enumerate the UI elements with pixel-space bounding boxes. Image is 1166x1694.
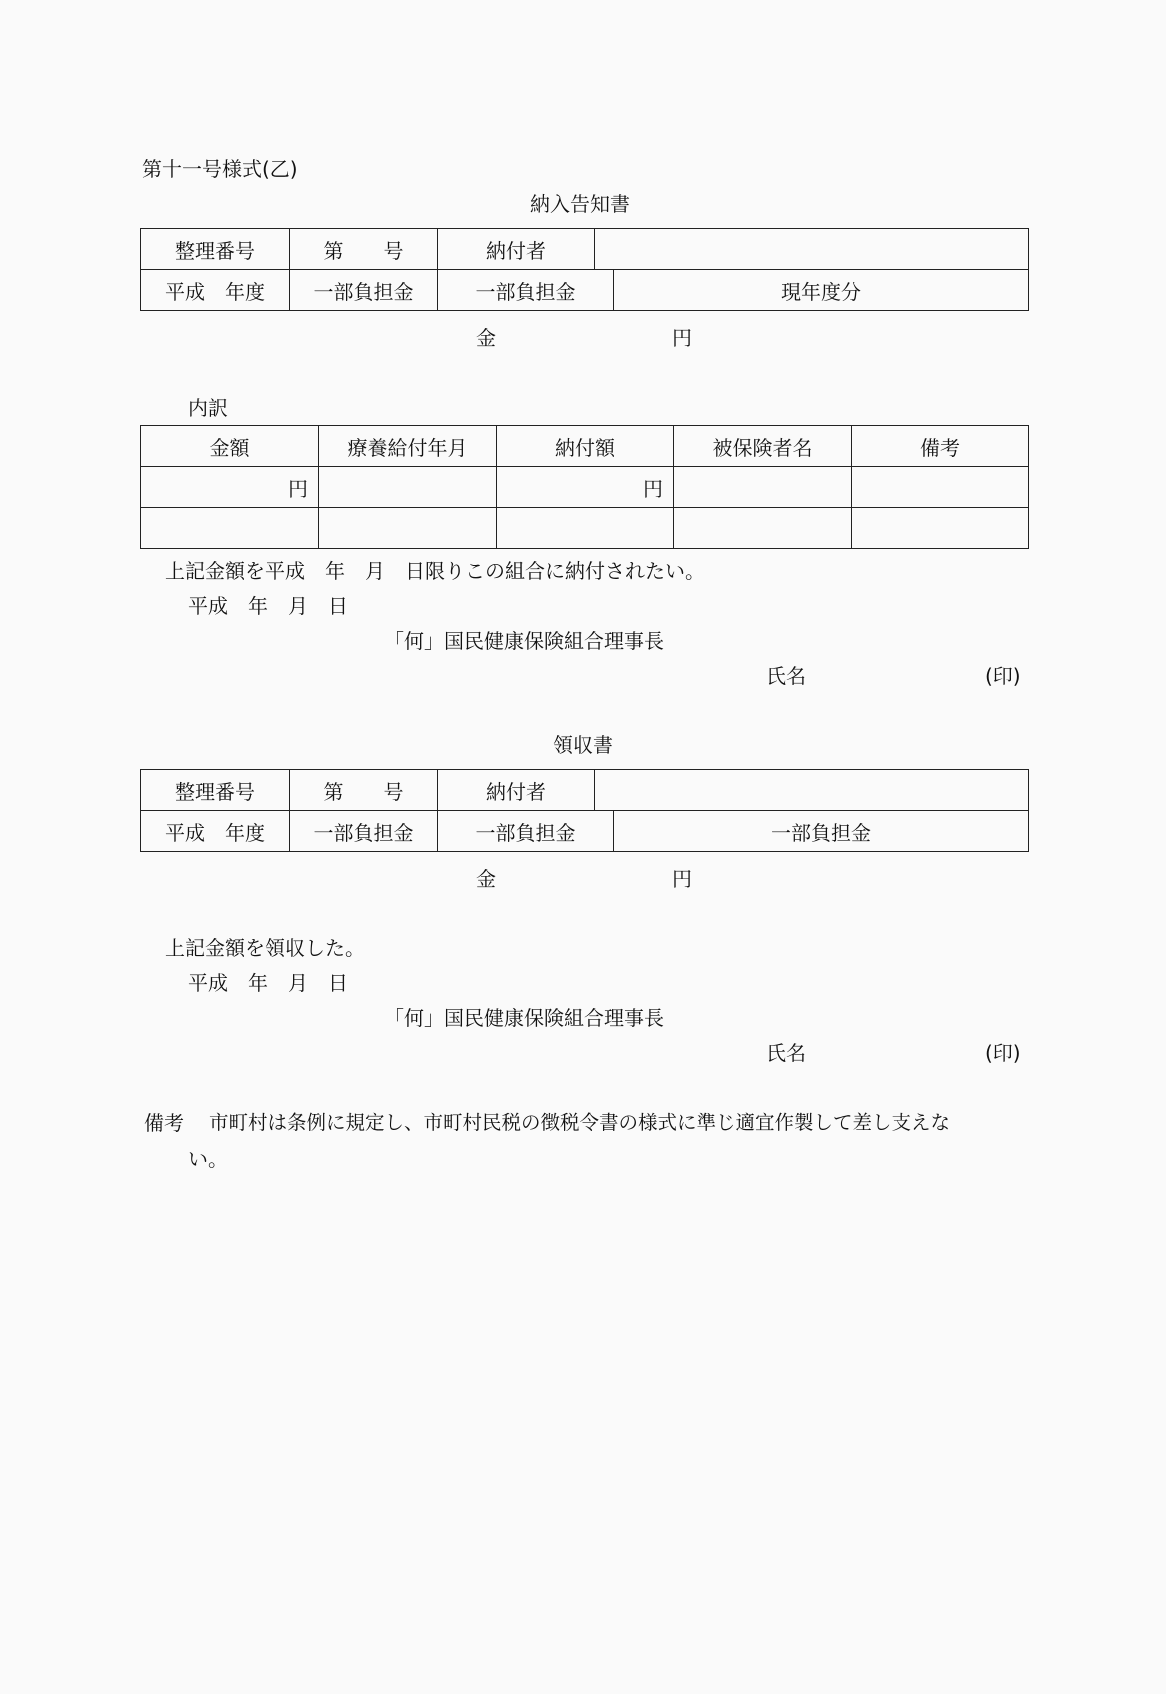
ichibu-futankin-label-2: 一部負担金 bbox=[438, 270, 614, 311]
breakdown-cell-insured[interactable] bbox=[674, 467, 852, 508]
notice-name-label: 氏名 bbox=[766, 664, 806, 688]
receipt-issuer: 「何」国民健康保険組合理事長 bbox=[384, 1006, 664, 1030]
table-row bbox=[141, 467, 1029, 508]
breakdown-cell-remarks[interactable] bbox=[852, 467, 1029, 508]
table-row bbox=[141, 508, 1029, 549]
dai-go-label: 第 号 bbox=[290, 770, 438, 811]
breakdown-cell-remarks[interactable] bbox=[852, 508, 1029, 549]
nofusha-label: 納付者 bbox=[438, 229, 595, 270]
breakdown-cell-month[interactable] bbox=[319, 467, 497, 508]
receipt-name-label: 氏名 bbox=[766, 1041, 806, 1065]
breakdown-header-month: 療養給付年月 bbox=[319, 426, 497, 467]
nofusha-field[interactable] bbox=[595, 229, 1029, 270]
breakdown-cell-amount[interactable] bbox=[141, 508, 319, 549]
receipt-date: 平成 年 月 日 bbox=[188, 971, 348, 995]
notice-title: 納入告知書 bbox=[530, 192, 630, 216]
receipt-amount-yen: 円 bbox=[672, 867, 692, 891]
received-text: 上記金額を領収した。 bbox=[165, 936, 365, 960]
receipt-title: 領収書 bbox=[553, 733, 613, 757]
breakdown-label: 内訳 bbox=[188, 396, 228, 420]
notice-amount-yen: 円 bbox=[672, 326, 692, 350]
deadline-text: 上記金額を平成 年 月 日限りこの組合に納付されたい。 bbox=[165, 559, 705, 583]
breakdown-header-remarks: 備考 bbox=[852, 426, 1029, 467]
breakdown-cell-insured[interactable] bbox=[674, 508, 852, 549]
ichibu-futankin-label-1: 一部負担金 bbox=[290, 270, 438, 311]
remarks-line-1: 市町村は条例に規定し、市町村民税の徴税令書の様式に準じ適宜作製して差し支えな bbox=[209, 1111, 951, 1134]
breakdown-cell-paid[interactable]: 円 bbox=[497, 467, 674, 508]
receipt-header-table bbox=[140, 769, 1029, 852]
nendo-label: 平成 年度 bbox=[141, 811, 290, 852]
breakdown-cell-paid[interactable] bbox=[497, 508, 674, 549]
notice-header-table bbox=[140, 228, 1029, 311]
breakdown-header-paid: 納付額 bbox=[497, 426, 674, 467]
breakdown-header-amount: 金額 bbox=[141, 426, 319, 467]
ichibu-futankin-label-1: 一部負担金 bbox=[290, 811, 438, 852]
nendo-label: 平成 年度 bbox=[141, 270, 290, 311]
breakdown-header-insured: 被保険者名 bbox=[674, 426, 852, 467]
remarks-label: 備考 bbox=[144, 1111, 184, 1135]
notice-amount-kin: 金 bbox=[476, 326, 496, 350]
form-number: 第十一号様式(乙) bbox=[142, 157, 298, 181]
breakdown-cell-amount[interactable]: 円 bbox=[141, 467, 319, 508]
remarks-line-2: い。 bbox=[188, 1147, 228, 1171]
nofusha-label: 納付者 bbox=[438, 770, 595, 811]
notice-seal: (印) bbox=[985, 664, 1021, 688]
breakdown-table bbox=[140, 425, 1029, 549]
seiri-bango-label: 整理番号 bbox=[141, 770, 290, 811]
kind-label: 現年度分 bbox=[614, 270, 1029, 311]
dai-go-label: 第 号 bbox=[290, 229, 438, 270]
receipt-seal: (印) bbox=[985, 1041, 1021, 1065]
notice-issuer: 「何」国民健康保険組合理事長 bbox=[384, 629, 664, 653]
nofusha-field[interactable] bbox=[595, 770, 1029, 811]
seiri-bango-label: 整理番号 bbox=[141, 229, 290, 270]
breakdown-cell-month[interactable] bbox=[319, 508, 497, 549]
kind-label: 一部負担金 bbox=[614, 811, 1029, 852]
receipt-amount-kin: 金 bbox=[476, 867, 496, 891]
ichibu-futankin-label-2: 一部負担金 bbox=[438, 811, 614, 852]
notice-date: 平成 年 月 日 bbox=[188, 594, 348, 618]
